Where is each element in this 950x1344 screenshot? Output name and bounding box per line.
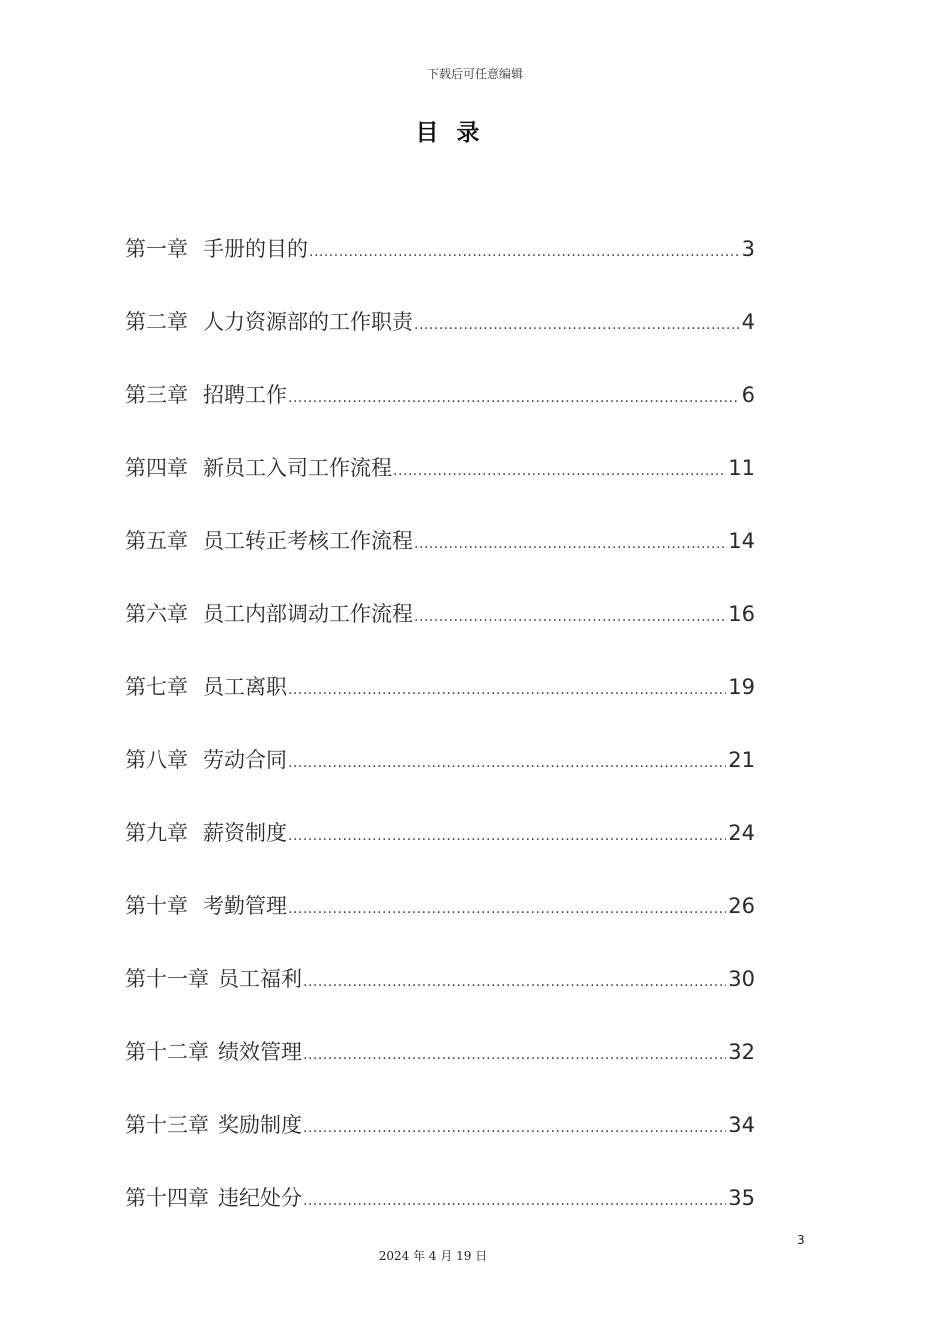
toc-entry[interactable] xyxy=(125,890,755,963)
toc-entry[interactable] xyxy=(125,1109,755,1182)
page-number: 3 xyxy=(797,1233,805,1247)
toc-leader-dots xyxy=(288,755,726,771)
toc-chapter: 第六章 xyxy=(125,602,188,626)
toc-page-number: 32 xyxy=(728,1040,755,1064)
toc-leader-dots xyxy=(303,1120,726,1136)
toc-entry[interactable] xyxy=(125,744,755,817)
toc-leader-dots xyxy=(288,682,726,698)
toc-chapter: 第七章 xyxy=(125,675,188,699)
toc-chapter: 第五章 xyxy=(125,529,188,553)
toc-leader-dots xyxy=(288,828,726,844)
toc-page-number: 11 xyxy=(728,456,755,480)
toc-entry[interactable] xyxy=(125,379,755,452)
toc-leader-dots xyxy=(414,317,740,333)
toc-entry[interactable] xyxy=(125,452,755,525)
toc-leader-dots xyxy=(288,901,726,917)
toc-entry-title: 招聘工作 xyxy=(203,383,287,407)
toc-entry[interactable] xyxy=(125,671,755,744)
toc-entry-title: 员工福利 xyxy=(218,967,302,991)
toc-chapter: 第三章 xyxy=(125,383,188,407)
header-note: 下载后可任意编辑 xyxy=(426,67,523,81)
toc-entry[interactable] xyxy=(125,306,755,379)
toc-entry[interactable] xyxy=(125,233,755,306)
toc-entry-title: 考勤管理 xyxy=(203,894,287,918)
toc-page-number: 3 xyxy=(741,237,755,261)
footer-date: 2024 年 4 月 19 日 xyxy=(378,1249,488,1263)
toc-chapter: 第十章 xyxy=(125,894,188,918)
toc-list xyxy=(125,233,755,1255)
toc-chapter: 第九章 xyxy=(125,821,188,845)
toc-page-number: 34 xyxy=(728,1113,755,1137)
toc-page-number: 35 xyxy=(728,1186,755,1210)
toc-page-number: 14 xyxy=(728,529,755,553)
toc-entry-title: 员工离职 xyxy=(203,675,287,699)
toc-chapter: 第十四章 xyxy=(125,1186,209,1210)
toc-entry-title: 奖励制度 xyxy=(218,1113,302,1137)
toc-entry[interactable] xyxy=(125,817,755,890)
toc-title: 目 录 xyxy=(415,120,485,146)
toc-chapter: 第二章 xyxy=(125,310,188,334)
toc-chapter: 第十三章 xyxy=(125,1113,209,1137)
toc-chapter: 第十二章 xyxy=(125,1040,209,1064)
toc-entry[interactable] xyxy=(125,1036,755,1109)
toc-leader-dots xyxy=(303,974,726,990)
toc-leader-dots xyxy=(309,244,740,260)
toc-page-number: 6 xyxy=(741,383,755,407)
toc-leader-dots xyxy=(414,609,726,625)
toc-entry-title: 人力资源部的工作职责 xyxy=(203,310,413,334)
toc-leader-dots xyxy=(414,536,726,552)
toc-page-number: 30 xyxy=(728,967,755,991)
toc-entry[interactable] xyxy=(125,963,755,1036)
toc-entry-title: 劳动合同 xyxy=(203,748,287,772)
toc-leader-dots xyxy=(303,1193,726,1209)
toc-entry-title: 绩效管理 xyxy=(218,1040,302,1064)
toc-leader-dots xyxy=(288,390,740,406)
toc-entry-title: 薪资制度 xyxy=(203,821,287,845)
toc-chapter: 第八章 xyxy=(125,748,188,772)
toc-leader-dots xyxy=(393,463,726,479)
toc-page-number: 24 xyxy=(728,821,755,845)
toc-entry[interactable] xyxy=(125,1182,755,1255)
toc-page-number: 26 xyxy=(728,894,755,918)
toc-page-number: 21 xyxy=(728,748,755,772)
toc-leader-dots xyxy=(303,1047,726,1063)
toc-entry-title: 员工转正考核工作流程 xyxy=(203,529,413,553)
toc-entry-title: 违纪处分 xyxy=(218,1186,302,1210)
toc-entry-title: 新员工入司工作流程 xyxy=(203,456,392,480)
toc-chapter: 第一章 xyxy=(125,237,188,261)
toc-page-number: 16 xyxy=(728,602,755,626)
toc-entry-title: 手册的目的 xyxy=(203,237,308,261)
toc-page-number: 4 xyxy=(741,310,755,334)
toc-entry-title: 员工内部调动工作流程 xyxy=(203,602,413,626)
toc-entry[interactable] xyxy=(125,598,755,671)
toc-chapter: 第四章 xyxy=(125,456,188,480)
toc-chapter: 第十一章 xyxy=(125,967,209,991)
toc-page-number: 19 xyxy=(728,675,755,699)
toc-entry[interactable] xyxy=(125,525,755,598)
